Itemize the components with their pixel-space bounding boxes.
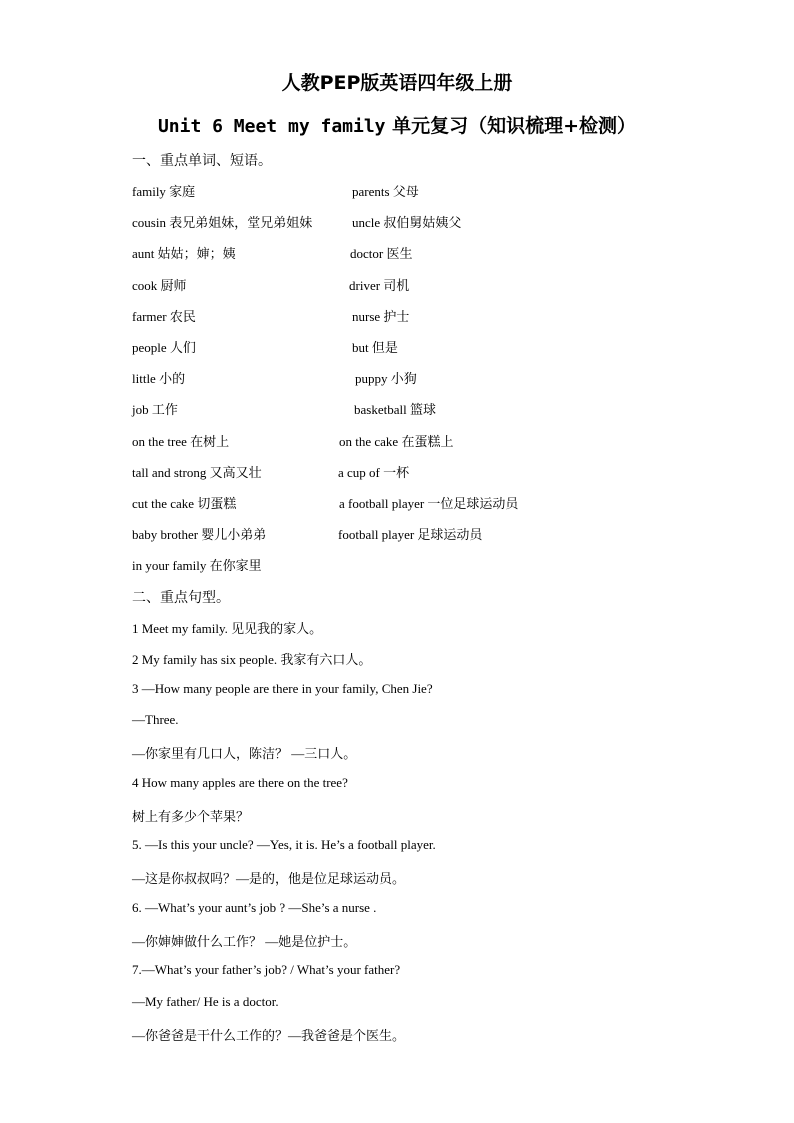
vocab-left: cook 厨师 <box>132 277 187 293</box>
document-subtitle <box>0 111 794 138</box>
vocab-left: job 工作 <box>132 402 178 418</box>
vocab-left: cousin 表兄弟姐妹，堂兄弟姐妹 <box>132 215 313 231</box>
sentence-line: 4 How many apples are there on the tree? <box>132 774 348 790</box>
sentence-line: —这是你叔叔吗？—是的，他是位足球运动员。 <box>132 871 406 887</box>
vocab-right: basketball 篮球 <box>354 402 436 418</box>
vocab-left: family 家庭 <box>132 184 196 199</box>
sentence-line: 7.—What’s your father’s job? / What’s your father? <box>132 962 401 978</box>
vocab-right: doctor 医生 <box>350 246 413 262</box>
sentence-line: —My father/ He is a doctor. <box>132 993 279 1009</box>
sentence-line: —你家里有几口人，陈洁？ —三口人。 <box>132 746 357 762</box>
vocab-row <box>132 524 692 544</box>
vocab-row <box>132 337 692 357</box>
document-title: 人教PEP版英语四年级上册 <box>281 72 513 94</box>
vocab-left: farmer 农民 <box>132 308 196 324</box>
vocab-right: a cup of 一杯 <box>338 464 410 480</box>
vocab-right: driver 司机 <box>349 277 410 293</box>
subtitle-review: 单元复习（知识梳理+检测） <box>385 115 637 137</box>
sentence-line: —你婶婶做什么工作？ —她是位护士。 <box>132 934 357 949</box>
vocab-row <box>132 399 692 419</box>
vocab-right: football player 足球运动员 <box>338 527 483 543</box>
sentence-line: 3 —How many people are there in your family, Chen Jie? <box>132 680 433 696</box>
vocab-row <box>132 181 692 201</box>
sentence-line: 5. —Is this your uncle? —Yes, it is. He’s a football player. <box>132 837 436 853</box>
vocab-row <box>132 212 692 232</box>
vocab-row <box>132 462 692 482</box>
vocab-row <box>132 306 692 326</box>
sentence-line: 树上有多少个苹果？ <box>132 808 250 824</box>
vocab-row <box>132 243 692 263</box>
sentence-line: —你爸爸是干什么工作的？—我爸爸是个医生。 <box>132 1027 406 1043</box>
section-heading-sentences: 二、重点句型。 <box>132 590 230 606</box>
sentence-line: —Three. <box>132 711 179 727</box>
sentence-line: 6. —What’s your aunt’s job ? —She’s a nurse . <box>132 899 377 915</box>
section-heading-vocab: 一、重点单词、短语。 <box>132 153 272 169</box>
vocab-right: puppy 小狗 <box>355 371 417 387</box>
sentence-line: 2 My family has six people. 我家有六口人。 <box>132 652 372 668</box>
vocab-left: tall and strong 又高又壮 <box>132 464 262 480</box>
vocab-right: uncle 叔伯舅姑姨父 <box>352 215 462 231</box>
vocab-right: a football player 一位足球运动员 <box>339 496 519 511</box>
vocab-left: little 小的 <box>132 371 186 387</box>
subtitle-unit: Unit 6 Meet my family <box>157 116 386 137</box>
vocab-left: on the tree 在树上 <box>132 433 230 449</box>
vocab-row <box>132 368 692 388</box>
vocab-right: on the cake 在蛋糕上 <box>339 433 454 449</box>
vocab-row <box>132 555 692 575</box>
vocab-left: people 人们 <box>132 340 196 355</box>
vocab-row <box>132 275 692 295</box>
vocab-left: baby brother 婴儿小弟弟 <box>132 527 267 543</box>
vocab-left: cut the cake 切蛋糕 <box>132 496 237 511</box>
sentence-line: 1 Meet my family. 见见我的家人。 <box>132 621 323 636</box>
vocab-left: aunt 姑姑；婶；姨 <box>132 246 236 262</box>
vocab-right: parents 父母 <box>352 184 419 199</box>
vocab-left: in your family 在你家里 <box>132 558 262 574</box>
vocab-right: but 但是 <box>352 340 398 355</box>
vocab-row <box>132 493 692 513</box>
vocab-row <box>132 431 692 451</box>
vocab-right: nurse 护士 <box>352 308 410 324</box>
